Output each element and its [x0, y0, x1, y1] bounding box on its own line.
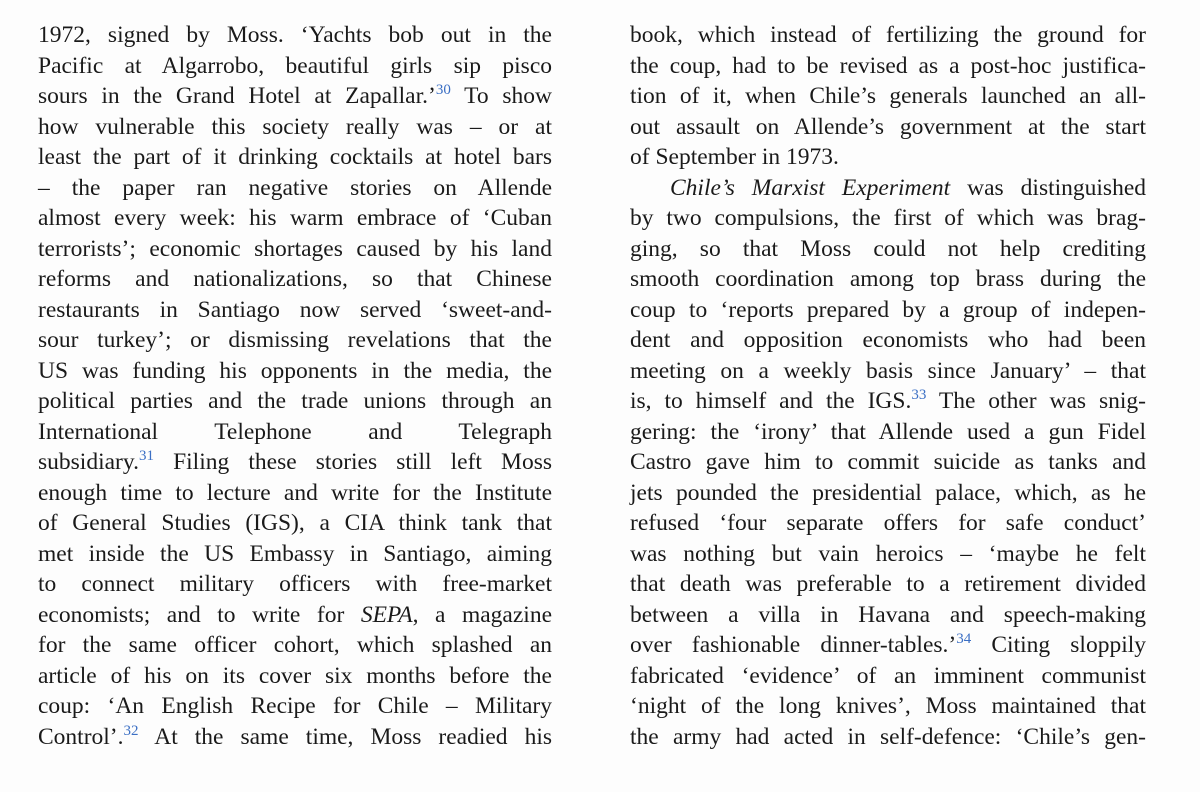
text-line: ‘night of the long knives’, Moss maintained that: [630, 693, 1146, 719]
text-line: how vulnerable this society really was – or at: [38, 113, 552, 140]
text-line: of September in 1973.: [630, 144, 839, 170]
text-line: sours in the Grand Hotel at Zapallar.’$^{30}$ To show: [38, 82, 553, 109]
text-line: to connect military officers with free-market: [38, 571, 552, 597]
text-line: terrorists’; economic shortages caused by his land: [38, 235, 552, 262]
text-line: between a villa in Havana and speech-making: [630, 601, 1146, 628]
text-line: that death was preferable to a retirement divided: [630, 571, 1146, 597]
text-line: the army had acted in self-defence: ‘Chile’s gen-: [630, 723, 1146, 750]
text-line: gering: the ‘irony’ that Allende used a gun Fidel: [630, 418, 1146, 445]
text-line: out assault on Allende’s government at the start: [630, 113, 1146, 140]
text-line: economists; and to write for SEPA, a magazine: [38, 601, 552, 628]
text-line: dent and opposition economists who had been: [630, 327, 1146, 353]
text-line: Control’.$^{32}$ At the same time, Moss readied his: [38, 722, 552, 750]
text-line: the coup, had to be revised as a post-hoc justifica-: [630, 52, 1146, 79]
text-line: smooth coordination among top brass during the: [630, 266, 1146, 292]
text-line: of General Studies (IGS), a CIA think tank that: [38, 510, 552, 536]
text-line: coup to ‘reports prepared by a group of indepen-: [630, 296, 1146, 323]
text-line: International Telephone and Telegraph: [38, 418, 552, 445]
text-line: almost every week: his warm embrace of ‘Cuban: [38, 205, 552, 231]
left-column: [38, 20, 552, 752]
text-line: was nothing but vain heroics – ‘maybe he felt: [630, 540, 1146, 567]
footnote-ref-31[interactable]: 31: [138, 448, 154, 464]
book-title: Chile’s Marxist Experiment: [670, 174, 951, 201]
magazine-title: SEPA: [360, 601, 413, 628]
text-line: refused ‘four separate offers for safe conduct’: [630, 510, 1146, 536]
text-line: restaurants in Santiago now served ‘sweet-and-: [38, 296, 552, 323]
text-line: – the paper ran negative stories on Allende: [38, 174, 552, 201]
text-line: Pacific at Algarrobo, beautiful girls sip pisco: [38, 52, 552, 79]
text-line: political parties and the trade unions through an: [38, 388, 552, 414]
text-line: enough time to lecture and write for the Institute: [38, 479, 552, 506]
footnote-ref-33[interactable]: 33: [911, 387, 927, 403]
text-line: meeting on a weekly basis since January’ – that: [630, 357, 1146, 384]
text-line: is, to himself and the IGS.$^{33}$ The other was snig-: [630, 387, 1146, 414]
text-line: US was funding his opponents in the media, the: [38, 357, 552, 384]
text-line: met inside the US Embassy in Santiago, aiming: [38, 540, 552, 567]
text-line: Castro gave him to commit suicide as tanks and: [630, 449, 1146, 475]
text-line: tion of it, when Chile’s generals launched an all-: [630, 83, 1146, 109]
text-line: ging, so that Moss could not help crediting: [630, 235, 1146, 262]
paragraph-start: Chile’s Marxist Experiment was distinguished: [670, 174, 1147, 201]
text-line: subsidiary.$^{31}$ Filing these stories still left Moss: [38, 448, 552, 475]
text-line: for the same officer cohort, which splashed an: [38, 632, 552, 658]
text-line: least the part of it drinking cocktails at hotel bars: [38, 144, 552, 170]
text-line: coup: ‘An English Recipe for Chile – Military: [38, 693, 552, 719]
text-line: book, which instead of fertilizing the ground for: [630, 22, 1146, 48]
text-line: reforms and nationalizations, so that Chinese: [38, 266, 552, 292]
text-line: over fashionable dinner-tables.’$^{34}$ Citing sloppily: [630, 631, 1147, 658]
footnote-ref-34[interactable]: 34: [956, 631, 972, 647]
footnote-ref-32[interactable]: 32: [123, 722, 139, 739]
right-column: [630, 20, 1146, 752]
text-line: sour turkey’; or dismissing revelations that the: [38, 327, 552, 353]
text-line: 1972, signed by Moss. ‘Yachts bob out in the: [38, 22, 552, 48]
text-line: by two compulsions, the first of which was brag-: [630, 205, 1146, 231]
text-line: fabricated ‘evidence’ of an imminent communist: [630, 662, 1146, 689]
text-line: jets pounded the presidential palace, which, as he: [630, 479, 1146, 506]
footnote-ref-30[interactable]: 30: [435, 82, 451, 98]
text-line: article of his on its cover six months before the: [38, 662, 552, 689]
